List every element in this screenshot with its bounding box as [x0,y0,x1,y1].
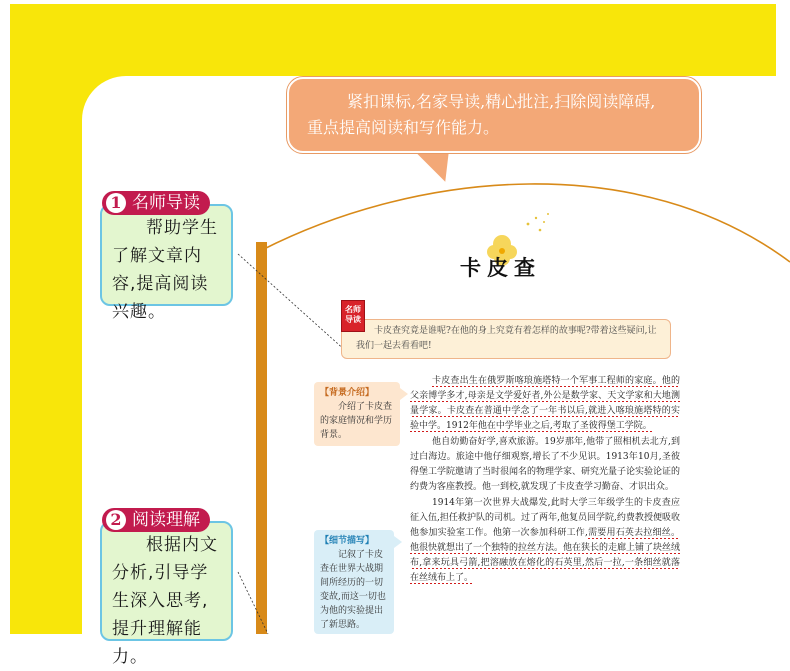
side-note-detail [314,530,394,634]
callout-2-label: 阅读理解 [132,510,200,530]
side-note-detail-text: 记叙了卡皮查在世界大战期间所经历的一切变故,而这一切也为他的实验提出了新思路。 [320,550,386,630]
side-note-background-head: 【背景介绍】 [320,388,375,398]
article-paragraph-3 [410,496,680,586]
callout-1-text: 帮助学生了解文章内容,提高阅读兴趣。 [112,218,218,322]
article-paragraph-2 [410,435,680,495]
article-body [410,374,680,630]
callout-1-label: 名师导读 [132,193,200,213]
banner-line-1: 紧扣课标,名家导读,精心批注,扫除阅读障碍, [347,92,656,111]
title-char-2: 皮 [487,255,514,280]
title-char-3: 查 [514,255,541,280]
side-note-background-text: 介绍了卡皮查的家庭情况和学历背景。 [320,402,393,440]
teacher-guide-badge-label: 名师导读 [345,305,361,324]
side-note-detail-head: 【细节描写】 [320,536,375,546]
banner-line-2: 重点提高阅读和写作能力。 [307,118,500,137]
badge-underline-decoration [342,326,364,331]
title-char-1: 卡 [460,255,487,280]
callout-2-number: 2 [106,510,126,530]
article-paragraph-3-tail: 需要用石英去拉细丝。他很快就想出了一个独特的拉丝方法。他在狭长的走廊上铺了块丝绒布,拿来玩具弓箭,把溶融放在熔化的石英里,然后一拉,一条细丝就落在丝绒布上了。 [410,528,681,583]
article-paragraph-1-text: 卡皮查出生在俄罗斯喀琅施塔特一个军事工程师的家庭。他的父亲博学多才,母亲是文学爱好者,外公是数学家、天文学家和大地测量学家。卡皮查在普通中学念了一年书以后,就进入喀琅施塔特的实验中学。1912年他在中学毕业之后,考取了圣彼得堡工学院。 [410,376,680,431]
article-title [460,252,541,282]
callout-1-number: 1 [106,193,126,213]
teacher-guide-box [341,319,671,359]
article-paragraph-2-text: 他自幼勤奋好学,喜欢旅游。19岁那年,他带了照相机去北方,到过白海边。旅途中他仔细观察,增长了不少见识。1913年10月,圣彼得堡工学院邀请了当时很闻名的物理学家、研究光量子论实验论证的约费为客座教授。他一到校,就发现了卡皮查学习勤奋、才识出众。 [410,437,681,492]
callout-2-text: 根据内文分析,引导学生深入思考,提升理解能力。 [112,535,218,667]
article-paragraph-3-text: 1914年第一次世界大战爆发,此时大学三年级学生的卡皮查应征入伍,担任救护队的司机。过了两年,他复员回学院,约费教授便吸收他参加实验室工作。他第一次参加科研工作, [410,498,680,538]
teacher-guide-text: 卡皮查究竟是谁呢?在他的身上究竟有着怎样的故事呢?带着这些疑问,让我们一起去看看吧! [356,326,657,351]
side-note-background [314,382,400,446]
article-paragraph-1 [410,374,680,434]
side-note-background-pointer [400,388,408,400]
side-note-detail-pointer [394,536,402,548]
teacher-guide-badge [341,300,365,332]
